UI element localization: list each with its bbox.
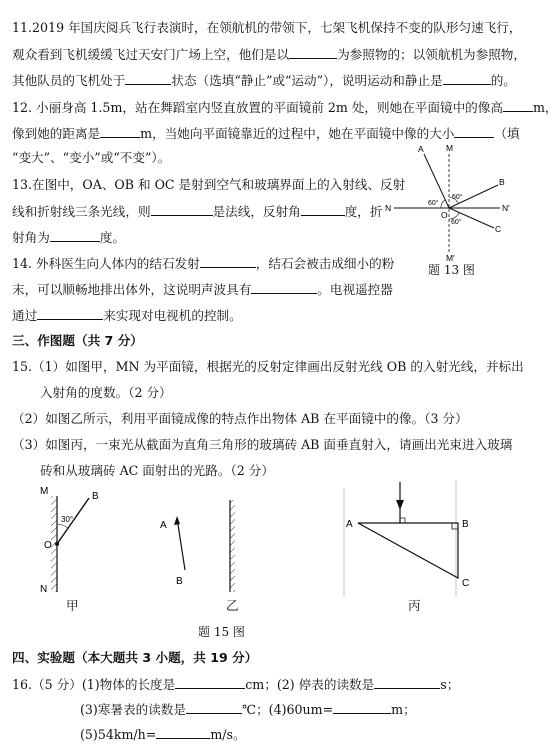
q13-text: 度，折 [344, 204, 383, 219]
q15-yi-caption: 乙 [226, 598, 239, 613]
q16-text: (3)寒暑表的读数是 [80, 702, 186, 717]
q13-text: 射角为 [12, 230, 50, 245]
q16-text: 16.（5 分）(1)物体的长度是 [12, 677, 176, 692]
q12-blank-3[interactable] [454, 125, 494, 138]
q16-blank-3[interactable] [186, 701, 242, 714]
q14-blank-1[interactable] [200, 255, 256, 268]
q13-label-a: A [418, 144, 424, 154]
q14-text: 通过 [12, 308, 38, 323]
q14-line1 [12, 255, 394, 272]
q15-line4: （3）如图丙，一束光从截面为直角三角形的玻璃砖 AB 面垂直射入，请画出光束进入玻璃 [12, 437, 513, 452]
q11-blank-3[interactable] [443, 72, 491, 85]
q13-line2 [12, 203, 382, 220]
q15-figure-yi [150, 498, 250, 592]
q12-blank-2[interactable] [100, 125, 140, 138]
q15-figure-bing [344, 478, 480, 598]
q15-bing-caption: 丙 [408, 598, 421, 613]
q16-line1 [12, 676, 459, 693]
q16-text: s； [440, 677, 460, 692]
q13-text: 度。 [99, 230, 125, 245]
q15-jia-angle-label: 30° [61, 515, 74, 524]
q13-label-mprime: M′ [446, 253, 455, 263]
q13-label-n: N [385, 203, 392, 213]
q13-line3 [12, 229, 125, 246]
q12-text: 12. 小丽身高 1.5m，站在舞蹈室内竖直放置的平面镜前 2m 处，则她在平面镜中的像高 [12, 100, 503, 115]
q15-yi-object-ab [177, 518, 185, 570]
q11-line2 [12, 46, 526, 63]
q11-blank-1[interactable] [289, 46, 337, 59]
q14-line2 [12, 281, 393, 298]
q16-blank-4[interactable] [333, 701, 391, 714]
q13-angle-label: 60° [452, 194, 463, 201]
q16-blank-2[interactable] [374, 676, 440, 689]
q13-label-m: M [446, 143, 454, 153]
q15-jia-label-b: B [92, 491, 99, 502]
q12-line3: “变大”、“变小”或“不变”）。 [12, 150, 171, 165]
q13-figure-caption: 题 13 图 [428, 263, 475, 277]
q11-line1: 11.2019 年国庆阅兵飞行表演时，在领航机的带领下，七架飞机保持不变的队形匀速飞行， [12, 20, 522, 35]
q13-angle-arc [441, 200, 445, 208]
q16-line2 [80, 701, 416, 718]
q13-angle-label: 60° [451, 219, 462, 226]
q11-text: 为参照物的；以领航机为参照物， [337, 47, 526, 62]
q14-text: ，结石会被击成细小的粉 [255, 256, 395, 271]
q15-bing-label-b: B [462, 519, 469, 530]
q15-jia-angle-arc [57, 524, 68, 528]
q12-text: m，当她向平面镜靠近的过程中，她在平面镜中像的大小 [140, 126, 455, 141]
q13-label-b: B [499, 177, 505, 187]
q15-bing-perp-mark [400, 518, 405, 523]
q15-jia-label-o: O [44, 540, 52, 551]
q11-line3 [12, 72, 516, 89]
q14-text: 。电视遥控器 [317, 282, 393, 297]
q13-figure [382, 140, 514, 272]
q12-text: m， [532, 100, 558, 115]
q15-line1: 15.（1）如图甲，MN 为平面镜，根据光的反射定律画出反射光线 OB 的入射光线，并标出 [12, 359, 524, 374]
q14-blank-2[interactable] [251, 281, 317, 294]
q13-blank-2[interactable] [301, 203, 345, 216]
q16-text: (5)54km/h= [80, 727, 157, 742]
q15-bing-arrowhead [396, 500, 404, 510]
q16-text: m； [391, 702, 416, 717]
q15-line3: （2）如图乙所示，利用平面镜成像的特点作出物体 AB 在平面镜中的像。（3 分） [12, 411, 468, 426]
q11-text: 观众看到飞机缓缓飞过天安门广场上空，他们是以 [12, 47, 290, 62]
q15-jia-point-o [55, 542, 59, 546]
q15-figure-jia [36, 484, 126, 596]
q14-text: 末，可以顺畅地排出体外，这说明声波具有 [12, 282, 252, 297]
q15-yi-label-b: B [176, 576, 183, 587]
section-3-title: 三、作图题（共 7 分） [12, 333, 143, 348]
q12-text: 像到她的距离是 [12, 126, 101, 141]
q13-blank-1[interactable] [151, 203, 213, 216]
q16-blank-1[interactable] [175, 676, 245, 689]
q15-bing-label-c: C [462, 578, 470, 589]
q13-text: 线和折射线三条光线，则 [12, 204, 151, 219]
q15-jia-caption: 甲 [66, 598, 79, 613]
q16-text: m/s。 [210, 727, 246, 742]
q13-label-nprime: N′ [502, 203, 510, 213]
q12-text: （填 [494, 126, 520, 141]
q13-blank-3[interactable] [50, 229, 100, 242]
q14-text: 来实现对电视机的控制。 [103, 308, 242, 323]
q12-line1 [12, 99, 558, 116]
q12-blank-1[interactable] [503, 99, 533, 112]
q14-blank-3[interactable] [37, 307, 103, 320]
q15-jia-label-m: M [40, 486, 49, 497]
section-4-title: 四、实验题（本大题共 3 小题，共 19 分） [12, 650, 258, 665]
q15-yi-label-a: A [160, 520, 167, 531]
q13-angle-label: 60° [428, 200, 439, 207]
q15-bing-right-angle [452, 523, 458, 529]
q11-blank-2[interactable] [125, 72, 171, 85]
q11-text: 的。 [490, 73, 516, 88]
q15-line5: 砖和从玻璃砖 AC 面射出的光路。（2 分） [40, 463, 274, 478]
q15-jia-label-n: N [40, 584, 48, 595]
q15-line2: 入射角的度数。（2 分） [40, 385, 172, 400]
q15-bing-prism [358, 523, 458, 578]
q11-text: 其他队员的飞机处于 [12, 73, 126, 88]
q16-line3 [80, 726, 246, 743]
q13-text: 是法线，反射角 [212, 204, 301, 219]
q15-figure-caption: 题 15 图 [198, 625, 245, 639]
q14-line3 [12, 307, 242, 324]
q13-label-o: O [441, 210, 448, 220]
q11-text: 状态（选填“静止”或“运动”），说明运动和静止是 [171, 73, 443, 88]
q15-bing-label-a: A [346, 519, 353, 530]
q13-label-c: C [495, 224, 502, 234]
q14-text: 14. 外科医生向人体内的结石发射 [12, 256, 200, 271]
q15-yi-arrowhead [174, 516, 180, 525]
q16-blank-5[interactable] [156, 726, 210, 739]
q15-yi-mirror-hatch [230, 500, 235, 592]
q16-text: ℃；(4)60um= [242, 702, 334, 717]
q13-line1: 13.在图中，OA、OB 和 OC 是射到空气和玻璃界面上的入射线、反射 [12, 177, 406, 192]
q16-text: cm；(2) 停表的读数是 [245, 677, 375, 692]
